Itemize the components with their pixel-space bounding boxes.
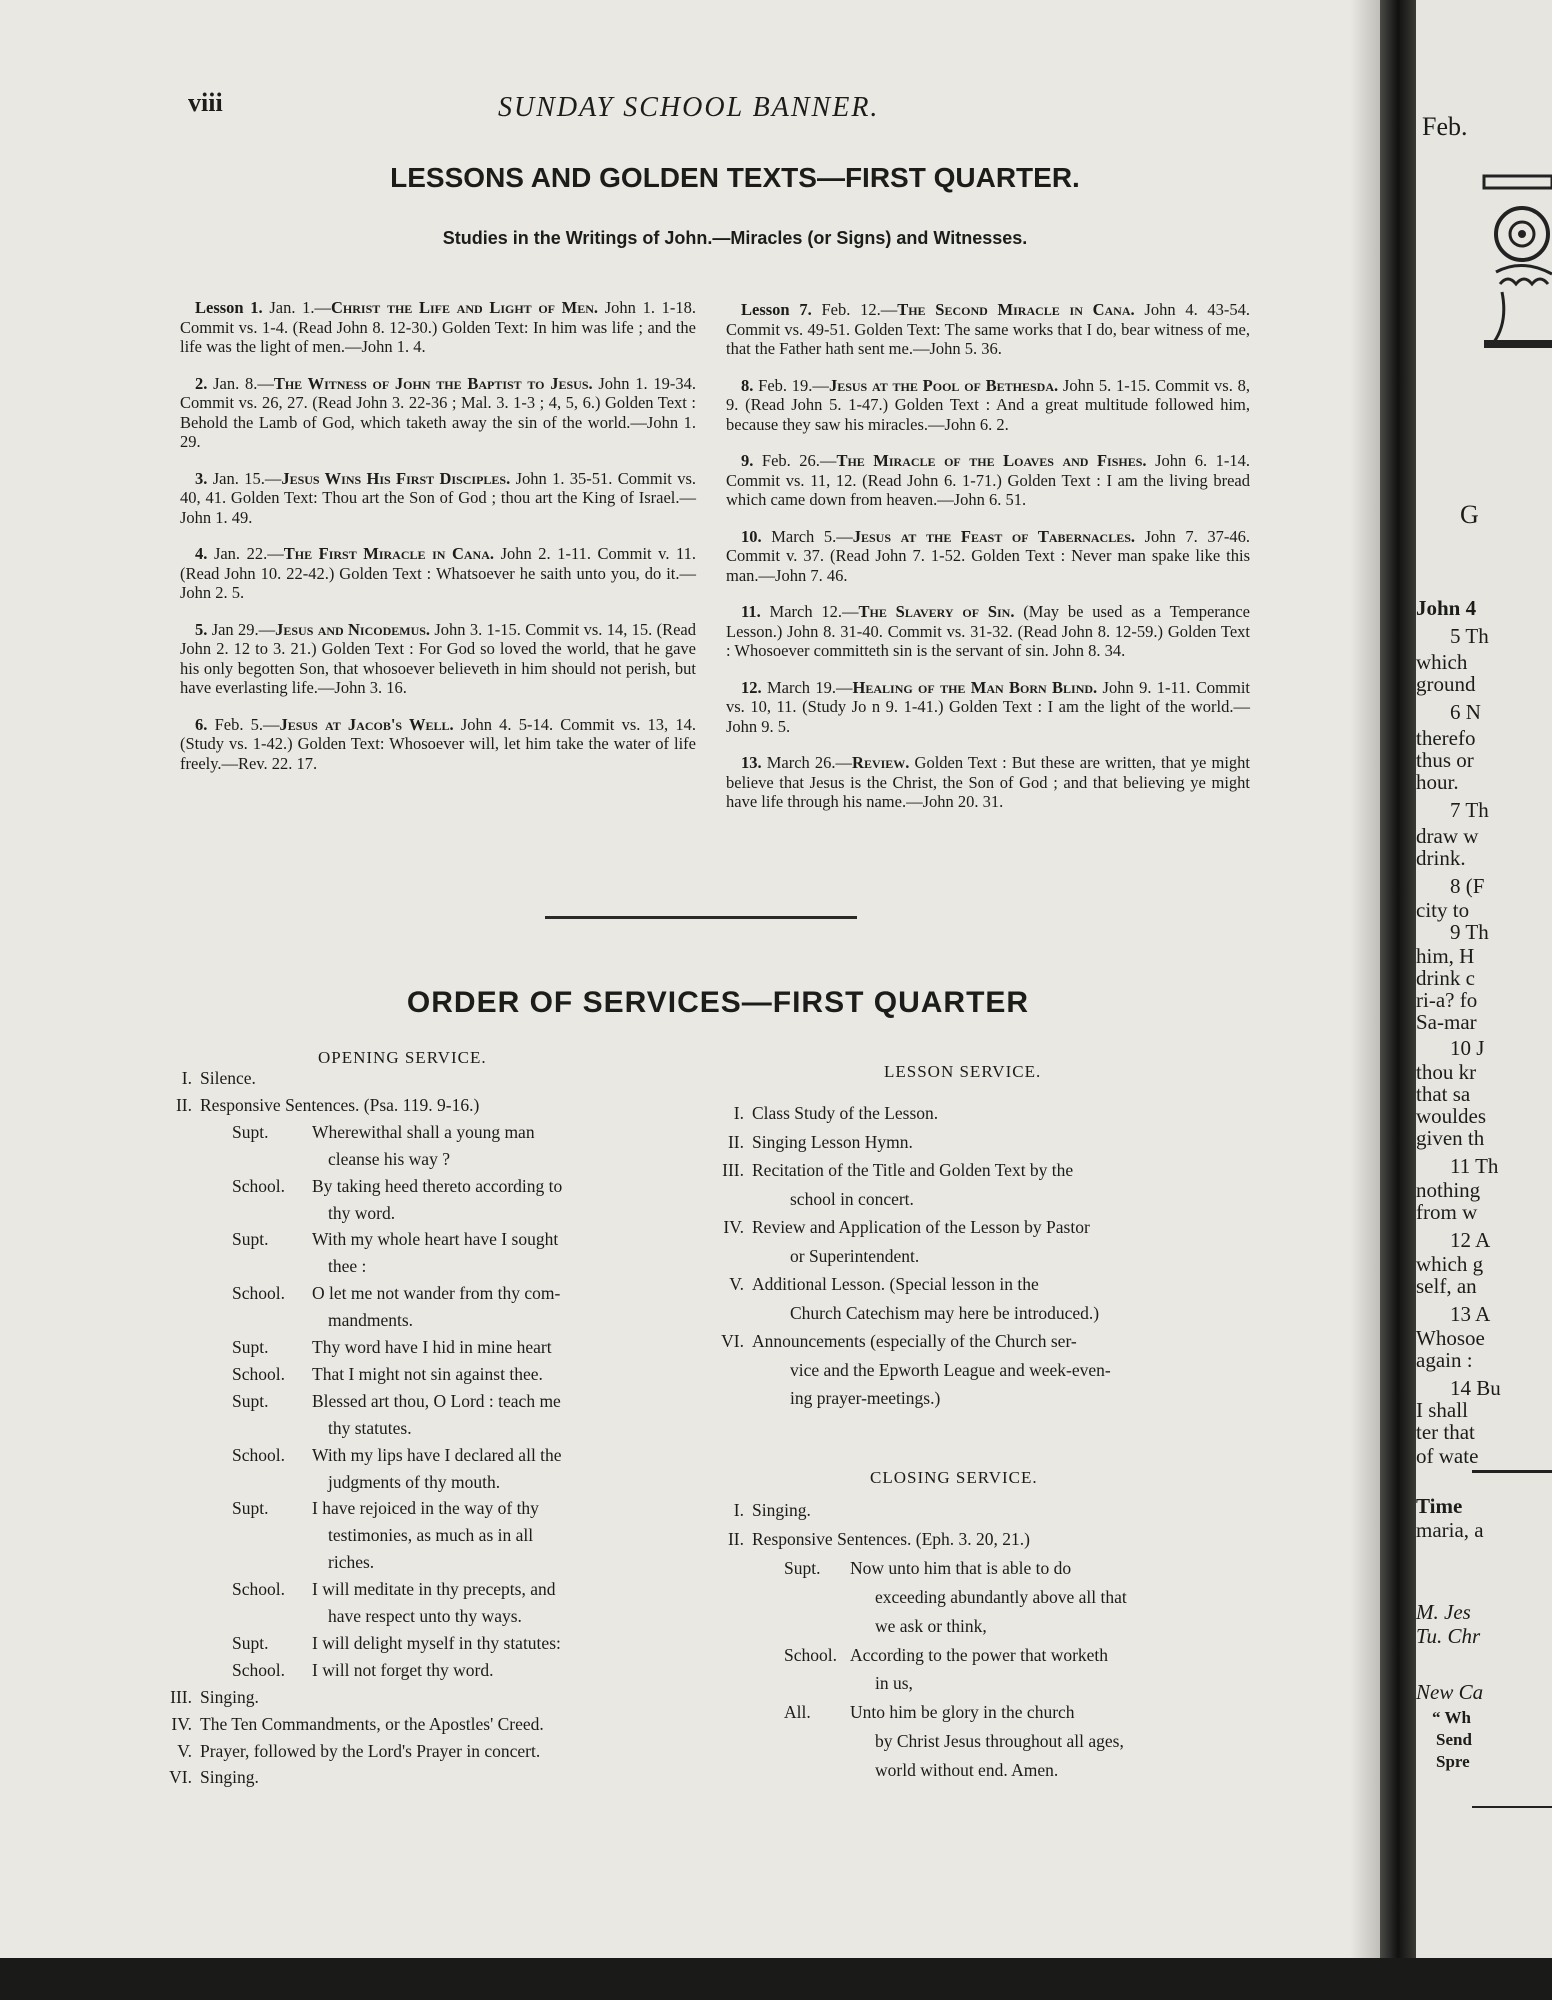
service-line: mandments. [328,1310,414,1331]
service-line: thee : [328,1256,367,1277]
lesson-text: John 1. 35-51. Commit vs. 40, 41. Golden Text: Thou art the Son of God ; thou art the King of Israel.—John 1. 49. [180,468,697,527]
service-line: Church Catechism may here be introduced.) [790,1302,1100,1323]
service-line: Singing. [200,1686,259,1707]
facing-page-text: ri-a? fo [1416,988,1478,1012]
facing-page-text: again : [1416,1348,1473,1372]
lesson-number: 8. [741,375,754,395]
lesson-number: 10. [741,526,762,546]
facing-page-text: M. Jes [1416,1600,1471,1624]
lesson-number: Lesson 1. [195,298,263,317]
services-title: ORDER OF SERVICES—FIRST QUARTER [406,986,1030,1019]
service-item-number: IV. [171,1713,192,1734]
lesson-text: John 4. 43-54. Commit vs. 49-51. Golden Text: The same works that I do, bear witness of me, that the Father hath sent me.—John 5. 36. [726,300,1251,358]
lesson-date: Jan 29.— [211,619,276,639]
lesson-date: Feb. 19.— [758,375,829,395]
lessons-column-right [726,300,1250,829]
service-item-number: IV. [723,1217,744,1237]
lesson-entry [726,527,1250,586]
lesson-date: March 5.— [771,526,853,546]
lesson-title: The Second Miracle in Cana. [897,300,1135,319]
facing-page-text: thou kr [1416,1060,1477,1084]
facing-page-text: of wate [1416,1444,1479,1468]
lesson-date: March 26.— [766,753,853,772]
service-speaker: All. [784,1702,811,1723]
service-speaker: Supt. [232,1498,269,1519]
service-line: Singing Lesson Hymn. [752,1131,913,1152]
service-line: have respect unto thy ways. [328,1606,522,1626]
lesson-entry [726,376,1250,435]
service-line: in us, [875,1673,913,1694]
lesson-entry [180,544,696,603]
running-title: SUNDAY SCHOOL BANNER. [498,92,880,123]
service-line: Additional Lesson. (Special lesson in the [752,1274,1039,1294]
facing-page-rule [1472,1806,1552,1808]
service-item-number: I. [733,1500,744,1520]
service-line: By taking heed thereto according to [312,1175,563,1196]
service-line: ing prayer-meetings.) [790,1388,941,1408]
lesson-number: 5. [195,619,208,639]
facing-page-text: that sa [1416,1082,1471,1106]
lesson-title: Jesus at the Pool of Bethesda. [828,375,1059,395]
service-line: school in concert. [790,1188,914,1209]
facing-page-text: 5 Th [1450,624,1489,648]
service-item-number: II. [727,1131,744,1152]
lesson-entry [180,374,696,452]
lesson-number: 11. [741,602,761,621]
service-line: The Ten Commandments, or the Apostles' Creed. [200,1713,544,1734]
facing-page-text: hour. [1416,770,1459,794]
service-line: Unto him be glory in the church [850,1702,1075,1723]
lesson-title: The Slavery of Sin. [858,602,1015,621]
lesson-number: 4. [195,544,208,563]
service-item-number: II. [175,1094,192,1115]
facing-page-text: drink. [1416,846,1466,870]
lesson-title: Jesus at the Feast of Tabernacles. [852,526,1136,546]
service-line: thy statutes. [328,1417,412,1438]
service-item-number: VI. [721,1331,744,1351]
service-item-number: I. [733,1103,744,1123]
facing-page-text: 8 (F [1450,874,1485,898]
lesson-title: Jesus Wins His First Disciples. [281,468,511,488]
facing-page-text: New Ca [1416,1680,1484,1704]
lesson-title: The First Miracle in Cana. [283,544,494,563]
lesson-date: March 19.— [766,677,853,697]
facing-page-text: Whosoe [1416,1326,1485,1350]
lesson-text: John 3. 1-15. Commit vs. 14, 15. (Read John 2. 12 to 3. 21.) Golden Text : For God so loved the world, that he gave his only begotten Son, that whosoever believeth in him should not perish, but have everlasting life.—John 3. 16. [180,619,697,697]
service-line: According to the power that worketh [850,1644,1109,1665]
facing-page-text: Send [1436,1730,1472,1749]
service-line: I will not forget thy word. [312,1659,494,1680]
service-line: Blessed art thou, O Lord : teach me [312,1390,561,1411]
facing-page-text: wouldes [1416,1104,1486,1128]
lesson-date: Jan. 1.— [269,298,332,317]
facing-page-text: Time [1416,1494,1463,1518]
lesson-title: Christ the Life and Light of Men. [331,298,599,317]
facing-page-text: Feb. [1422,112,1468,141]
service-line: That I might not sin against thee. [312,1363,543,1384]
service-line: Class Study of the Lesson. [752,1103,939,1123]
lesson-date: Feb. 12.— [821,300,898,319]
service-line: O let me not wander from thy com- [312,1283,561,1304]
lesson-entry [726,753,1250,812]
lesson-text: John 5. 1-15. Commit vs. 8, 9. (Read John 5. 1-47.) Golden Text : And a great multitude followed him, because they saw his miracles.—John 6. 2. [726,375,1250,434]
service-item-number: V. [729,1274,744,1294]
lesson-number: 9. [741,451,754,470]
service-line: With my whole heart have I sought [312,1229,559,1250]
scan-border [0,1958,1552,2000]
service-line: or Superintendent. [790,1245,920,1266]
facing-page-text: ter that [1416,1420,1475,1444]
facing-page-rule [1472,1470,1552,1473]
service-item-number: I. [181,1068,192,1088]
facing-page-text: Tu. Chr [1416,1624,1481,1648]
lesson-date: Feb. 26.— [761,451,837,470]
lessons-subtitle: Studies in the Writings of John.—Miracles (or Signs) and Witnesses. [442,228,1028,248]
service-speaker: School. [784,1644,837,1665]
lesson-number: 3. [195,468,208,488]
lesson-entry [180,298,696,357]
service-line: Responsive Sentences. (Eph. 3. 20, 21.) [752,1528,1031,1549]
service-line: world without end. Amen. [875,1760,1059,1781]
lesson-entry [180,715,696,774]
lesson-text: Golden Text : But these are written, that ye might believe that Jesus is the Christ, the Son of God ; and that believing ye might have life through his name.—John 20. 31. [726,753,1250,811]
lesson-service-heading: LESSON SERVICE. [884,1062,1042,1081]
facing-page-text: 14 Bu [1450,1376,1501,1400]
lesson-title: The Witness of John the Baptist to Jesus. [273,373,593,393]
lesson-number: 13. [741,753,762,772]
facing-page-text: 12 A [1450,1228,1491,1252]
lessons-title: LESSONS AND GOLDEN TEXTS—FIRST QUARTER. [390,162,1080,193]
service-line: riches. [328,1552,375,1573]
facing-page-text: 11 Th [1450,1154,1499,1178]
service-speaker: School. [232,1579,285,1600]
service-line: testimonies, as much as in all [328,1525,534,1546]
facing-page-text: 13 A [1450,1302,1491,1326]
lesson-number: 12. [741,677,762,697]
closing-service-heading: CLOSING SERVICE. [870,1468,1038,1487]
lesson-title: The Miracle of the Loaves and Fishes. [836,451,1147,470]
facing-page-text: city to [1416,898,1470,922]
lesson-text: John 9. 1-11. Commit vs. 10, 11. (Study Jo n 9. 1-41.) Golden Text : I am the light of the world.—John 9. 5. [726,677,1250,736]
service-line: Review and Application of the Lesson by Pastor [752,1217,1090,1237]
facing-page-text: ground [1416,672,1476,696]
facing-page-text: given th [1416,1126,1485,1150]
section-divider [545,916,857,919]
service-speaker: School. [232,1283,285,1304]
lesson-date: Jan. 22.— [213,544,284,563]
opening-service-heading: OPENING SERVICE. [318,1048,487,1067]
lesson-text: John 1. 19-34. Commit vs. 26, 27. (Read John 3. 22-36 ; Mal. 3. 1-3 ; 4, 5, 6.) Golden Text : Behold the Lamb of God, which taketh away the sin of the world.—John 1. 29. [180,373,697,451]
service-line: I have rejoiced in the way of thy [312,1498,539,1519]
page-number: viii [188,88,223,117]
facing-page-text: Spre [1436,1752,1470,1771]
service-speaker: School. [232,1444,285,1465]
facing-page-text: drink c [1416,966,1475,990]
service-item-number: VI. [169,1767,192,1788]
service-item-number: II. [727,1528,744,1549]
facing-page-text: which [1416,650,1468,674]
service-line: cleanse his way ? [328,1148,450,1169]
service-line: vice and the Epworth League and week-even- [790,1359,1111,1380]
facing-page-text: Sa-mar [1416,1010,1477,1034]
facing-page-text: self, an [1416,1274,1477,1298]
facing-page-text: thus or [1416,748,1474,772]
lesson-text: John 1. 1-18. Commit vs. 1-4. (Read John 8. 12-30.) Golden Text: In him was life ; and the life was the light of men.—John 1. 4. [180,298,697,356]
lesson-entry [180,620,696,698]
service-line: Announcements (especially of the Church ser- [752,1331,1077,1351]
service-speaker: Supt. [232,1121,269,1142]
facing-page-text: him, H [1416,944,1475,968]
lesson-text: John 4. 5-14. Commit vs. 13, 14. (Study vs. 1-42.) Golden Text: Whosoever will, let him take the water of life freely.—Rev. 22. 17. [180,714,696,773]
facing-page-text: 9 Th [1450,920,1489,944]
service-line: Prayer, followed by the Lord's Prayer in concert. [200,1740,541,1761]
facing-page-text: 10 J [1450,1036,1485,1060]
lesson-text: John 7. 37-46. Commit v. 37. (Read John 7. 1-52. Golden Text : Never man spake like this man.—John 7. 46. [726,526,1250,585]
lesson-text: John 2. 1-11. Commit v. 11. (Read John 10. 22-42.) Golden Text : Whatsoever he saith unto you, do it.—John 2. 5. [180,544,697,602]
facing-page-text: John 4 [1416,596,1477,620]
facing-page-text: I shall [1416,1398,1468,1422]
service-speaker: School. [232,1659,285,1680]
service-line: Thy word have I hid in mine heart [312,1337,552,1357]
service-speaker: Supt. [232,1229,269,1250]
service-speaker: School. [232,1175,285,1196]
service-line: Wherewithal shall a young man [312,1121,535,1142]
service-item-number: III. [170,1686,192,1707]
facing-page-text: maria, a [1416,1518,1484,1542]
facing-page-text: G [1460,500,1479,529]
service-speaker: Supt. [784,1557,821,1578]
lesson-date: March 12.— [769,602,859,621]
service-speaker: School. [232,1363,285,1384]
facing-page-text: draw w [1416,824,1479,848]
lesson-number: 2. [195,373,208,393]
lesson-title: Jesus and Nicodemus. [275,619,431,639]
lesson-entry [180,469,696,528]
ornament-column-icon [1482,172,1552,352]
service-item-number: III. [722,1160,744,1180]
lesson-text: John 6. 1-14. Commit vs. 11, 12. (Read John 6. 1-71.) Golden Text : I am the living bread which came down from heaven.—John 6. 51. [726,451,1251,509]
service-line: Now unto him that is able to do [850,1557,1072,1578]
lesson-entry [726,678,1250,737]
lesson-number: 6. [195,714,208,734]
lesson-date: Jan. 8.— [213,373,274,393]
service-line: thy word. [328,1202,396,1223]
book-gutter [1380,0,1416,2000]
lesson-date: Jan. 15.— [212,468,282,488]
service-line: Singing. [200,1767,259,1788]
lesson-title: Review. [852,753,910,772]
facing-page-text: from w [1416,1200,1478,1224]
lesson-entry [726,602,1250,661]
service-line: With my lips have I declared all the [312,1444,562,1465]
service-line: Silence. [200,1068,256,1088]
service-speaker: Supt. [232,1337,269,1357]
service-line: we ask or think, [875,1615,987,1636]
lesson-number: Lesson 7. [741,300,812,319]
lesson-title: Jesus at Jacob's Well. [279,714,454,734]
lesson-entry [726,451,1250,510]
service-line: Recitation of the Title and Golden Text by the [752,1160,1074,1180]
service-speaker: Supt. [232,1632,269,1653]
service-line: by Christ Jesus throughout all ages, [875,1731,1124,1752]
facing-page-text: which g [1416,1252,1484,1276]
service-line: I will meditate in thy precepts, and [312,1579,556,1600]
lesson-title: Healing of the Man Born Blind. [852,677,1098,697]
service-line: I will delight myself in thy statutes: [312,1632,561,1653]
service-speaker: Supt. [232,1390,269,1411]
lessons-column-left [180,298,696,790]
facing-page-text: nothing [1416,1178,1481,1202]
service-line: exceeding abundantly above all that [875,1586,1127,1607]
service-item-number: V. [177,1740,192,1761]
service-line: Responsive Sentences. (Psa. 119. 9-16.) [200,1094,480,1115]
facing-page-text: 6 N [1450,700,1481,724]
facing-page-text: “ Wh [1432,1708,1471,1727]
facing-page-fragment [1416,0,1552,1965]
lesson-text: (May be used as a Temperance Lesson.) John 8. 31-40. Commit vs. 31-32. (Read John 8. 12-59.) Golden Text : Whosoever committeth sin is the servant of sin. John 8. 34. [726,602,1251,660]
service-line: Singing. [752,1500,811,1520]
lesson-date: Feb. 5.— [214,714,280,734]
facing-page-text: 7 Th [1450,798,1489,822]
lesson-entry [726,300,1250,359]
service-line: judgments of thy mouth. [328,1471,501,1492]
facing-page-text: therefo [1416,726,1476,750]
